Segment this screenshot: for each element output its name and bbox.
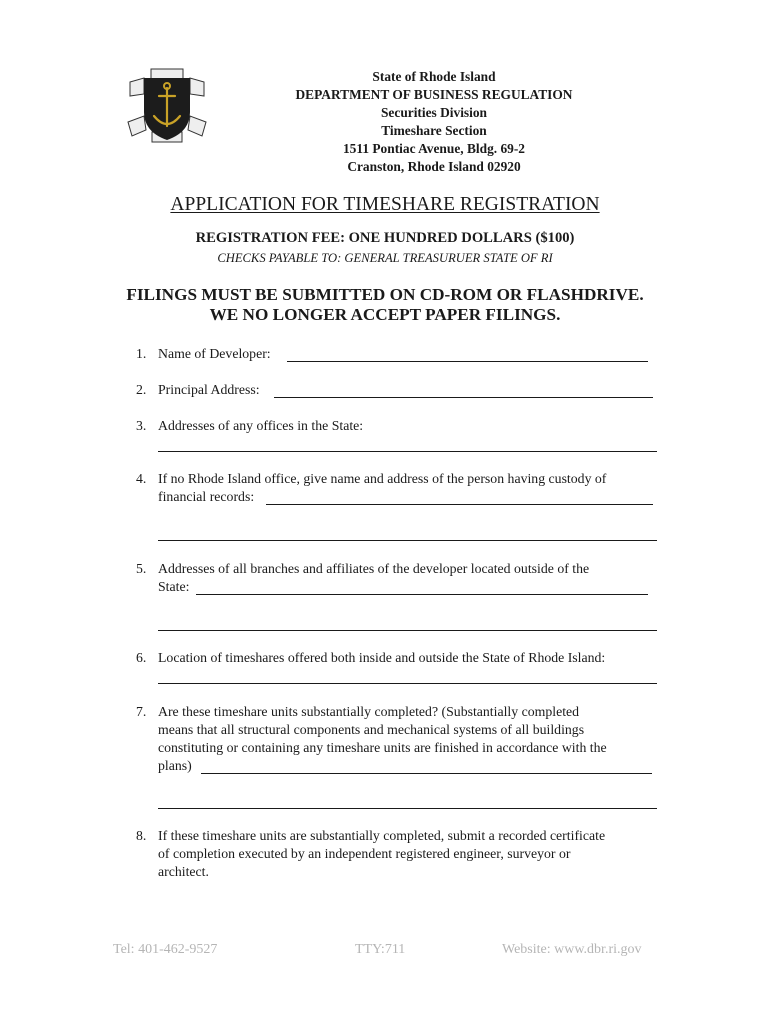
branches-affiliates-field-line-2[interactable] [158,630,657,631]
footer-tty: TTY:711 [355,942,406,957]
filing-notice-line-2: WE NO LONGER ACCEPT PAPER FILINGS. [209,305,561,324]
substantially-completed-field[interactable] [201,773,652,774]
question-4 [136,470,662,506]
financial-records-field[interactable] [266,504,653,505]
question-text: Principal Address: [158,382,260,397]
question-number: 5. [136,561,147,576]
question-6 [136,649,662,667]
question-text: Location of timeshares offered both inside and outside the State of Rhode Island: [158,650,606,665]
filing-notice [0,285,770,325]
state-seal-logo [124,66,210,146]
header-state: State of Rhode Island [372,69,496,84]
question-text-line-2: State: [158,579,190,594]
question-number: 3. [136,418,147,433]
filing-notice-line-1: FILINGS MUST BE SUBMITTED ON CD-ROM OR FLASHDRIVE. [126,285,644,304]
question-text: Are these timeshare units substantially completed? (Substantially completed [158,704,580,719]
question-text-line-3: constituting or containing any timeshare units are finished in accordance with the [158,740,607,755]
question-number: 4. [136,471,147,486]
question-7 [136,703,662,775]
checks-payable-note: CHECKS PAYABLE TO: GENERAL TREASURUER STATE OF RI [217,251,553,265]
header-city: Cranston, Rhode Island 02920 [347,159,521,174]
application-title: APPLICATION FOR TIMESHARE REGISTRATION [170,194,600,215]
registration-fee: REGISTRATION FEE: ONE HUNDRED DOLLARS ($100) [195,230,575,246]
question-text: If no Rhode Island office, give name and address of the person having custody of [158,471,607,486]
header-street: 1511 Pontiac Avenue, Bldg. 69-2 [342,141,526,156]
question-text: Addresses of any offices in the State: [158,418,364,433]
principal-address-field[interactable] [274,397,653,398]
agency-header [240,68,628,176]
question-number: 6. [136,650,147,665]
header-department: DEPARTMENT OF BUSINESS REGULATION [295,87,573,102]
question-number: 7. [136,704,147,719]
question-text-line-2: means that all structural components and mechanical systems of all buildings [158,722,585,737]
question-text-line-2: financial records: [158,489,255,504]
question-number: 1. [136,346,147,361]
footer-telephone: Tel: 401-462-9527 [113,942,218,957]
timeshare-locations-field[interactable] [158,683,657,684]
developer-name-field[interactable] [287,361,648,362]
question-text: If these timeshare units are substantially completed, submit a recorded certificate [158,828,606,843]
question-8 [136,827,662,881]
in-state-offices-field[interactable] [158,451,657,452]
question-text-line-2: of completion executed by an independent registered engineer, surveyor or [158,846,571,861]
question-3 [136,417,662,435]
header-section: Timeshare Section [381,123,487,138]
question-text-line-4: plans) [158,758,192,773]
substantially-completed-field-line-2[interactable] [158,808,657,809]
footer-website: Website: www.dbr.ri.gov [502,942,642,957]
question-number: 8. [136,828,147,843]
question-text: Name of Developer: [158,346,271,361]
question-text: Addresses of all branches and affiliates of the developer located outside of the [158,561,590,576]
header-division: Securities Division [380,105,487,120]
question-text-line-3: architect. [158,864,209,879]
branches-affiliates-field[interactable] [196,594,648,595]
question-5 [136,560,662,596]
financial-records-field-line-2[interactable] [158,540,657,541]
question-number: 2. [136,382,147,397]
